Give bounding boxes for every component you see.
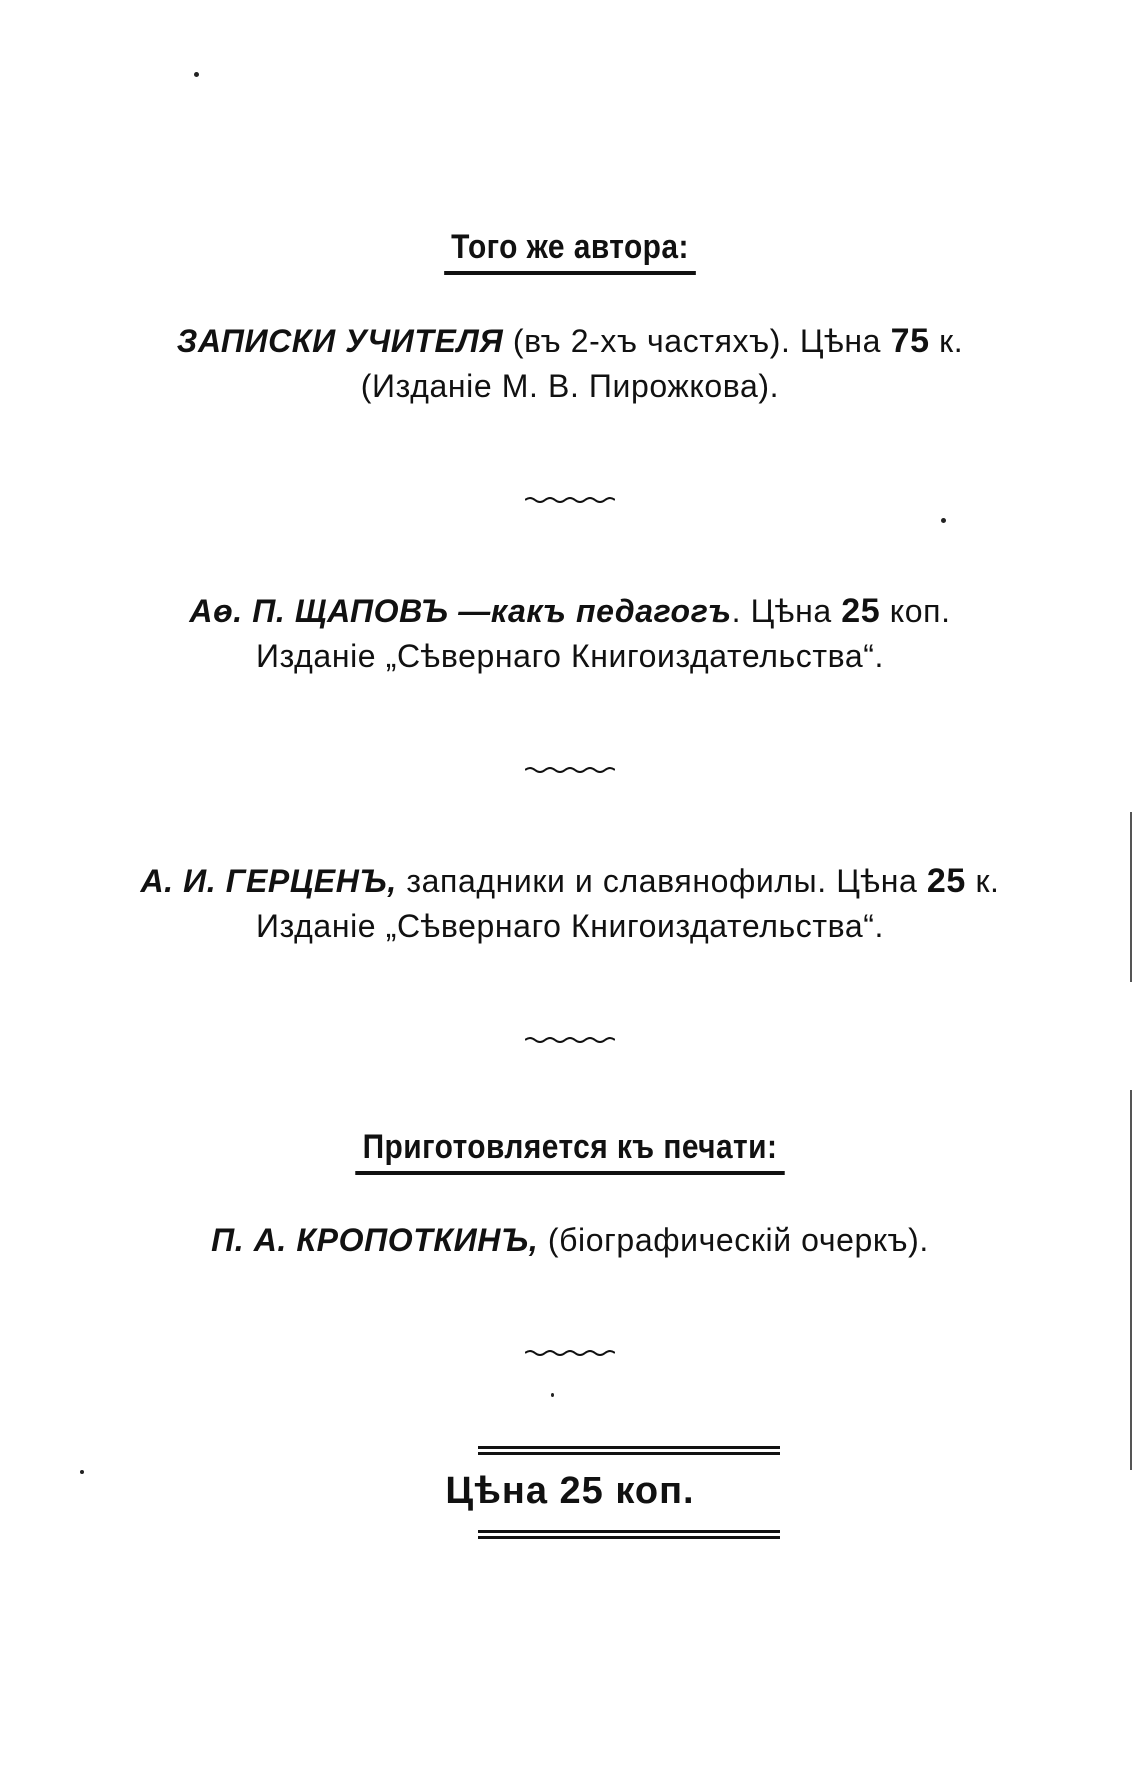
book-details: (біографическій очеркъ). [547, 1222, 929, 1258]
wavy-divider [0, 1345, 1140, 1363]
wavy-divider [0, 762, 1140, 780]
book-entry-teacher-notes [0, 322, 1140, 361]
book-title: П. А. КРОПОТКИНЪ, [211, 1222, 539, 1258]
forthcoming-heading: Приготовляется къ печати: [68, 1128, 1071, 1175]
book-publisher: Изданіе „Сѣвернаго Книгоиздательства“. [255, 908, 885, 944]
book-details: . Цѣна [731, 593, 832, 629]
book-price: 75 [890, 322, 930, 360]
wavy-divider [0, 1032, 1140, 1050]
book-title: Аѳ. П. ЩАПОВЪ —какъ педагогъ [189, 593, 732, 629]
page-edge-mark [1130, 1090, 1132, 1470]
book-entry-herzen [0, 862, 1140, 901]
book-entry-kropotkin [0, 1222, 1140, 1259]
book-details: (въ 2-хъ частяхъ). Цѣна [512, 323, 882, 359]
price-unit: коп. [889, 593, 951, 629]
book-price: 25 [926, 862, 966, 900]
book-price: 25 [841, 592, 881, 630]
wavy-divider [0, 492, 1140, 510]
double-rule-top [478, 1446, 780, 1456]
double-rule-bottom [478, 1530, 780, 1540]
print-speck [80, 1470, 84, 1474]
book-title: ЗАПИСКИ УЧИТЕЛЯ [176, 323, 504, 359]
price-unit: к. [939, 323, 964, 359]
book-publisher: (Изданіе М. В. Пирожкова). [360, 368, 780, 404]
book-title: А. И. ГЕРЦЕНЪ, [140, 863, 397, 899]
price-unit: к. [975, 863, 1000, 899]
page-edge-mark [1130, 812, 1132, 982]
print-speck [941, 518, 946, 523]
book-entry-shchapov [0, 592, 1140, 631]
print-speck [194, 72, 199, 77]
book-publisher: Изданіе „Сѣвернаго Книгоиздательства“. [255, 638, 885, 674]
book-details: западники и славянофилы. Цѣна [406, 863, 918, 899]
author-heading: Того же автора: [68, 228, 1071, 275]
print-speck [551, 1393, 554, 1397]
page-price: Цѣна 25 коп. [445, 1470, 695, 1512]
